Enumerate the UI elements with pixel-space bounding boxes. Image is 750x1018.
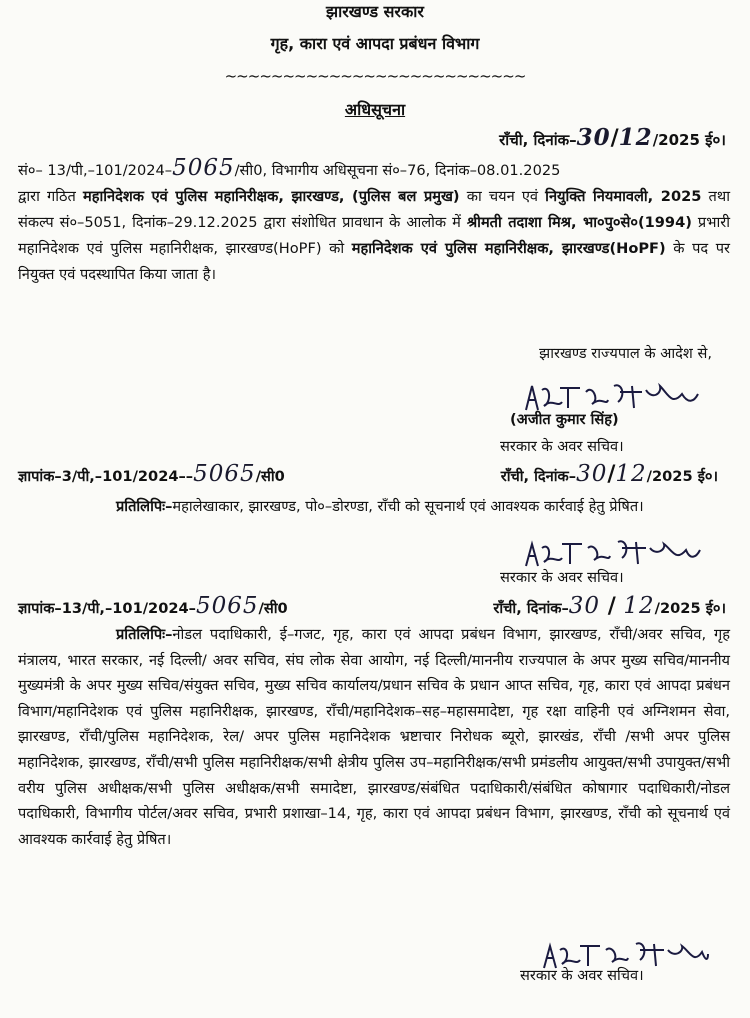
ref-suffix: /सी0, विभागीय अधिसूचना सं०–76, दिनांक–08.01.2025: [234, 162, 561, 179]
copy-label: प्रतिलिपिः–: [116, 498, 173, 515]
notification-date: राँची, दिनांक–30/12/2025 ई०।: [499, 124, 726, 151]
date-prefix: राँची, दिनांक–: [493, 600, 569, 617]
notification-ref: [18, 155, 561, 181]
body-bold-post: महानिदेशक एवं पुलिस महानिरीक्षक, झारखण्ड, (पुलिस बल प्रमुख): [83, 188, 460, 205]
body-bold-appointment: महानिदेशक एवं पुलिस महानिरीक्षक, झारखण्ड(HoPF): [351, 240, 666, 257]
body-text: के पद पर नियुक्त एवं पदस्थापित किया जाता है।: [18, 240, 730, 283]
copy-text: नोडल पदाधिकारी, ई–गजट, गृह, कारा एवं आपदा प्रबंधन विभाग, झारखण्ड, राँची/अवर सचिव, गृह मंत्रालय, भारत सरकार, नई दिल्ली/ अवर सचिव, संघ लोक सेवा आयोग, नई दिल्ली/माननीय राज्यपाल के अपर मुख्य सचिव/माननीय मुख्यमंत्री के अपर मुख्य सचिव/संयुक्त सचिव, मुख्य सचिव कार्यालय/प्रधान सचिव के प्रधान आप्त सचिव, गृह, कारा एवं आपदा प्रबंधन विभाग/महानिदेशक एवं पुलिस महानिरीक्षक, झारखण्ड, राँची/महानिदेशक–सह–महासमादेष्टा, गृह रक्षा वाहिनी एवं अग्निशमन सेवा, झारखण्ड, राँची/पुलिस महानिदेशक, रेल/ अपर पुलिस महानिदेशक भ्रष्टाचार निरोधक ब्यूरो, झारखंड, राँची /सभी अपर पुलिस महानिदेशक, झारखण्ड, राँची/सभी पुलिस महानिरीक्षक/सभी क्षेत्रीय पुलिस उप–महानिरीक्षक/सभी प्रमंडलीय आयुक्त/सभी उपायुक्त/सभी वरीय पुलिस अधीक्षक/सभी पुलिस अधीक्षक/सभी समादेष्टा, झारखण्ड/संबंधित पदाधिकारी/संबंधित कोषागार पदाधिकारी/नोडल पदाधिकारी, विभागीय पोर्टल/अवर सचिव, प्रभारी प्रशाखा–14, गृह, कारा एवं आपदा प्रबंधन विभाग, झारखण्ड, राँची को सूचनार्थ एवं आवश्यक कार्रवाई हेतु प्रेषित।: [18, 626, 730, 848]
copy1-ref: [18, 461, 285, 487]
copy-text: महालेखाकार, झारखण्ड, पो०–डोरण्डा, राँची को सूचनार्थ एवं आवश्यक कार्रवाई हेतु प्रेषित।: [172, 498, 644, 515]
notification-body: [18, 184, 730, 288]
ref-prefix: ज्ञापांक–3/पी,–101/2024––: [18, 468, 194, 485]
ref-prefix: ज्ञापांक–13/पी,–101/2024–: [18, 600, 196, 617]
signatory-designation-1: सरकार के अवर सचिव।: [500, 438, 624, 455]
ref-number: 5065: [172, 155, 235, 181]
copy1-body: [18, 494, 730, 520]
order-line: झारखण्ड राज्यपाल के आदेश से,: [539, 345, 712, 362]
signatory-designation-3: सरकार के अवर सचिव।: [520, 967, 644, 984]
body-text: द्वारा गठित: [18, 188, 83, 205]
signatory-designation-2: सरकार के अवर सचिव।: [500, 569, 624, 586]
signatory-name: (अजीत कुमार सिंह): [510, 411, 619, 428]
date-suffix: /2025 ई०।: [646, 468, 718, 485]
govt-name: झारखण्ड सरकार: [326, 2, 424, 21]
date-month: 12: [623, 593, 655, 619]
department-name: गृह, कारा एवं आपदा प्रबंधन विभाग: [270, 34, 480, 53]
copy2-date: राँची, दिनांक–30 / 12/2025 ई०।: [493, 593, 726, 619]
ref-number: 5065: [195, 593, 259, 619]
body-text: तथा संकल्प सं०–5051, दिनांक–29.12.2025 द्वारा संशोधित प्रावधान के आलोक में: [18, 188, 730, 231]
date-day: 30: [576, 461, 608, 487]
signature-2: [522, 538, 702, 570]
ref-number: 5065: [193, 461, 256, 487]
body-bold-rules: नियुक्ति नियमावली, 2025: [545, 188, 702, 205]
date-month: 12: [615, 461, 647, 487]
date-prefix: राँची, दिनांक–: [499, 131, 577, 149]
ref-suffix: /सी0: [255, 468, 285, 485]
copy2-body: [18, 622, 730, 852]
date-prefix: राँची, दिनांक–: [500, 468, 577, 485]
date-suffix: /2025 ई०।: [652, 131, 726, 149]
date-day: 30: [568, 593, 601, 619]
body-text: प्रभारी महानिदेशक एवं पुलिस महानिरीक्षक, झारखण्ड(HoPF) को: [18, 214, 730, 257]
date-month: 12: [618, 124, 653, 151]
ref-prefix: सं०– 13/पी,–101/2024–: [18, 162, 173, 179]
notification-title: अधिसूचना: [344, 100, 406, 119]
date-day: 30: [576, 124, 611, 151]
body-text: का चयन एवं: [459, 188, 546, 205]
body-bold-officer: श्रीमती तदाशा मिश्र, भा०पु०से०(1994): [466, 214, 692, 231]
header-divider: ~~~~~~~~~~~~~~~~~~~~~~~~~~: [224, 67, 526, 85]
copy2-ref: [18, 593, 288, 619]
copy-label: प्रतिलिपिः–: [116, 626, 173, 643]
ref-suffix: /सी0: [258, 600, 288, 617]
date-suffix: /2025 ई०।: [654, 600, 726, 617]
copy1-date: राँची, दिनांक–30/12/2025 ई०।: [500, 461, 718, 487]
